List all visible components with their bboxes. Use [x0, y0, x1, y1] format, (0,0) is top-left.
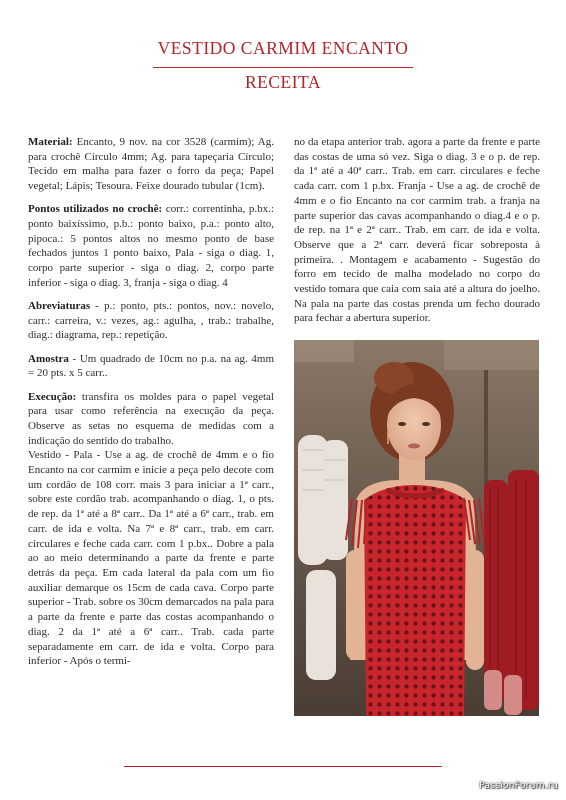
execucao-text: transfira os moldes para o papel vegetal para usar como referência na execução da peça. Observe as setas no esquema de medidas com a indicação do sentido do trabalho.	[28, 390, 274, 447]
footer-divider	[124, 766, 442, 767]
continuation-paragraph: no da etapa anterior trab. agora a parte da frente e parte das costas de uma só vez. Siga o diag. 3 e o p. de rep. da 1ª até a 40ª carr.. Trab. em carr. circulares e feche cada carr. com 1 p.bx. Franja - Use a ag. de crochê de 4mm e o fio Encanto na cor carmim trab. a franja na parte superior das cavas acompanhando o diag.4 e o p. de rep. na 1ª e 2ª carr.. Trab. em carr. de ida e volta. Observe que a 2ª carr. deverá ficar sobreposta à primeira. . Montagem e acabamento - Sugestão do forro em tecido de malha modelado no corpo do vestido tomara que caia com saia até a altura do joelho. Na pala na parte das costas prenda um fecho dourado para fechar a abertura superior.	[294, 136, 540, 325]
pontos-text: corr.: correntinha, p.bx.: ponto baixíssimo, p.b.: ponto baixo, p.a.: ponto alto, pipoca.: 5 pontos altos no mesmo ponto de base fechados juntos 1 ponto baixo, Pala - siga o diag. 1, corpo parte superior - siga o diag. 2, corpo parte inferior - siga o diag. 3, franja - siga o diag. 4	[28, 203, 274, 289]
model-photo-illustration	[294, 340, 539, 716]
page-title: VESTIDO CARMIM ENCANTO	[157, 38, 409, 58]
execucao-paragraph	[28, 390, 274, 449]
amostra-paragraph	[28, 352, 274, 381]
page-subtitle: RECEITA	[245, 72, 321, 92]
right-column	[294, 135, 540, 335]
title-divider	[153, 67, 413, 68]
model-photo	[294, 340, 539, 716]
abreviaturas-paragraph	[28, 299, 274, 343]
pontos-label: Pontos utilizados no crochê:	[28, 203, 163, 216]
amostra-text: - Um quadrado de 10cm no p.a. na ag. 4mm = 20 pts. x 5 carr..	[28, 352, 274, 380]
material-label: Material:	[28, 136, 73, 148]
abreviaturas-text: - p.: ponto, pts.: pontos, nov.: novelo, carr.: carreira, v.: vezes, ag.: agulha, , trab.: trabalhe, diag.: diagrama, rep.: repetição.	[28, 300, 274, 342]
amostra-label: Amostra	[28, 352, 69, 365]
pontos-paragraph	[28, 202, 274, 290]
site-watermark: PassionForum.ru	[479, 781, 558, 791]
vestido-paragraph: Vestido - Pala - Use a ag. de crochê de 4mm e o fio Encanto na cor carmim e inicie a peça pelo decote com um cordão de 108 corr. mais 3 para iniciar a 1ª carr., sobre este cordão trab. acompanhando o diag. 1, o pts. de rep. da 1ª até a 8ª carr.. Da 1ª até a 6ª carr., trab. em carr. de ida e volta. Na 7ª e 8ª carr., trab. em carr. circulares e feche cada carr. com 1 p.bx.. Dobre a pala ao ao meio determinando a parte da frente e parte detrás da peça. Em cada lateral da pala com um fio auxiliar demarque os 15cm de cada cava. Corpo parte superior - Trab. sobre os 30cm demarcados na pala para a parte da frente e parte das costas acompanhando o diag. 2 da 1ª até a 6ª carr.. Trab. cada parte separadamente em carr. de ida e volta. Corpo para inferior - Após o termi-	[28, 449, 274, 668]
material-paragraph	[28, 135, 274, 194]
material-text: Encanto, 9 nov. na cor 3528 (carmim); Ag. para crochê Círculo 4mm; Ag. para tapeçaria Círculo; Tecido em malha para fazer o forro da peça; Papel vegetal; Lápis; Tesoura. Feixe dourado tubular (1cm).	[28, 136, 274, 193]
execucao-label: Execução:	[28, 390, 77, 403]
abreviaturas-label: Abreviaturas	[28, 300, 91, 313]
left-column	[28, 135, 274, 677]
